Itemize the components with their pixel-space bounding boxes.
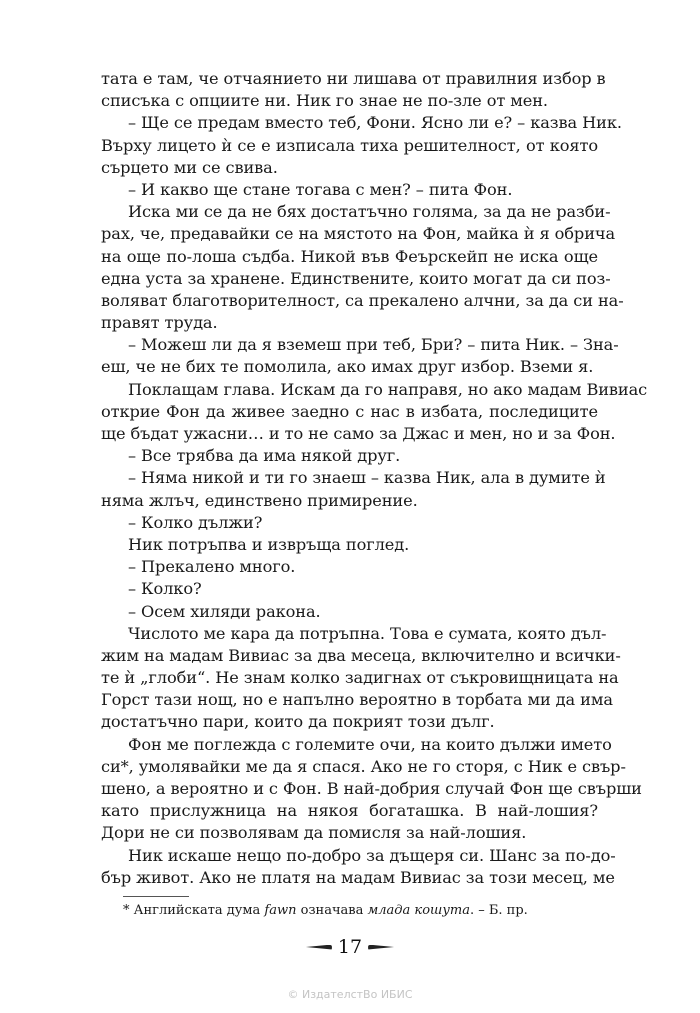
text-line: правят труда. (101, 313, 218, 333)
text-line: – Колко? (128, 579, 202, 599)
body-text (101, 68, 648, 889)
text-line: рах, че, предавайки се на мястото на Фон, майка ѝ я обрича (101, 224, 616, 244)
footnote-rule (123, 896, 189, 897)
text-line: Поклащам глава. Искам да го направя, но ако мадам Вивиас (128, 379, 648, 399)
text-line: на още по-лоша съдба. Никой във Феърскейп не иска още (101, 246, 598, 266)
text-line: Дори не си позволявам да помисля за най-лошия. (101, 823, 527, 843)
ornament-left (306, 945, 332, 950)
text-line: шено, а вероятно и с Фон. В най-добрия случай Фон ще свърши (101, 779, 642, 798)
footnote-meaning: млада кошута (367, 903, 470, 918)
text-line: бър живот. Ако не платя на мадам Вивиас за този месец, ме (101, 867, 615, 887)
text-line: Фон ме поглежда с големите очи, на които дължи името (128, 734, 612, 754)
text-line: си*, умолявайки ме да я спася. Ако не го сторя, с Ник е свър- (101, 756, 626, 776)
text-line: – Можеш ли да я вземеш при теб, Бри? – пита Ник. – Зна- (128, 335, 619, 355)
text-line: – Осем хиляди ракона. (128, 601, 321, 621)
text-line: Върху лицето ѝ се е изписала тиха решителност, от която (101, 135, 598, 155)
text-line: – Колко дължи? (128, 512, 263, 532)
page-number-block (0, 935, 700, 959)
text-line: Ник потръпва и извръща поглед. (128, 534, 410, 554)
text-line: воляват благотворителност, са прекалено алчни, за да си на- (101, 290, 624, 310)
text-line: Горст тази нощ, но е напълно вероятно в торбата ми да има (101, 690, 613, 710)
text-line: те ѝ „глоби“. Не знам колко задигнах от съкровищницата на (101, 668, 619, 688)
text-line: сърцето ми се свива. (101, 157, 278, 177)
text-line: – Ще се предам вместо теб, Фони. Ясно ли е? – казва Ник. (128, 113, 622, 133)
footnote-word: fawn (264, 903, 297, 918)
text-line: една уста за хранене. Единствените, които могат да си поз- (101, 268, 611, 288)
text-line: Ник искаше нещо по-добро за дъщеря си. Шанс за по-до- (128, 845, 616, 865)
text-line: Иска ми се да не бях достатъчно голяма, за да не разби- (128, 202, 611, 222)
text-line: – Прекалено много. (128, 557, 296, 577)
footnote-suffix: . – Б. пр. (469, 903, 528, 918)
page-number: 17 (337, 936, 363, 958)
footnote (123, 902, 528, 920)
text-line: – И какво ще стане тогава с мен? – пита Фон. (128, 179, 513, 199)
text-line: списъка с опциите ни. Ник го знае не по-зле от мен. (101, 91, 548, 111)
text-line: достатъчно пари, които да покрият този дълг. (101, 712, 495, 732)
ornament-right (368, 945, 394, 950)
text-line: тата е там, че отчаянието ни лишава от правилния избор в (101, 69, 606, 88)
text-line: Числото ме кара да потръпна. Това е сумата, която дъл- (128, 623, 607, 643)
copyright-watermark: © ИздателстВо ИБИС (287, 988, 413, 1001)
text-line: открие Фон да живее заедно с нас в избата, последиците (101, 401, 598, 421)
footnote-middle: означава (296, 903, 368, 918)
text-line: ще бъдат ужасни… и то не само за Джас и мен, но и за Фон. (101, 424, 616, 443)
text-line: жим на мадам Вивиас за два месеца, включително и всички- (101, 645, 621, 665)
text-line: еш, че не бих те помолила, ако имах друг избор. Вземи я. (101, 357, 594, 377)
text-line: като прислужница на някоя богаташка. В най-лошия? (101, 801, 598, 821)
text-line: няма жлъч, единствено примирение. (101, 490, 418, 510)
text-line: – Няма никой и ти го знаеш – казва Ник, ала в думите ѝ (128, 468, 606, 488)
text-line: – Все трябва да има някой друг. (128, 446, 401, 466)
footnote-prefix: * Английската дума (123, 903, 265, 918)
